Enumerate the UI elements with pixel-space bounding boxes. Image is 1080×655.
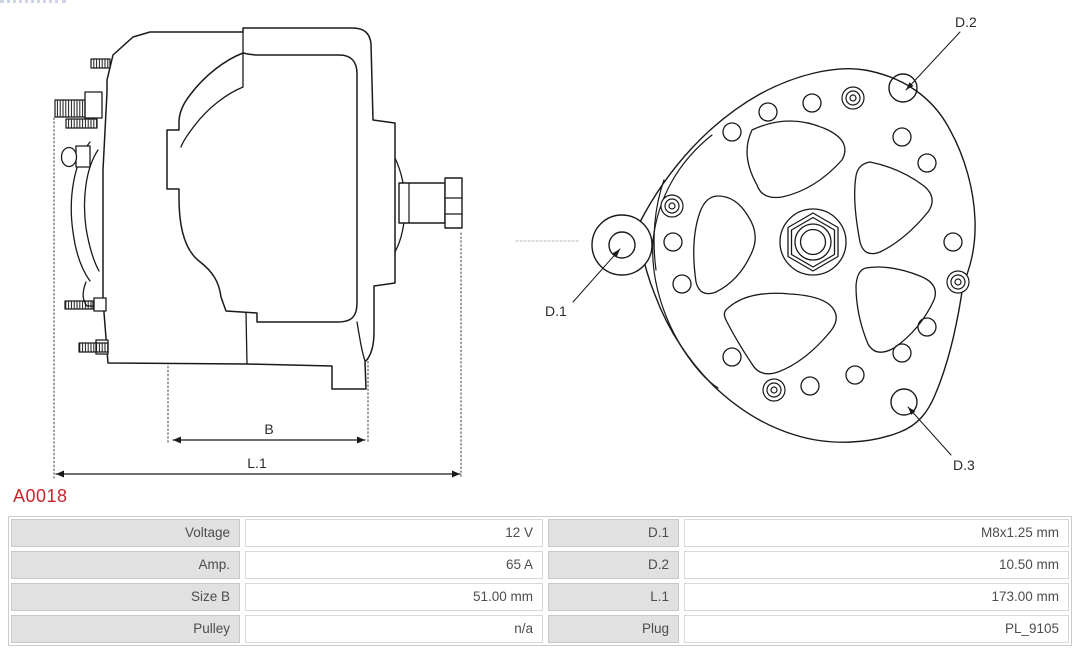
table-row: [11, 551, 1069, 579]
spec-label: L.1: [548, 583, 679, 611]
spec-value: 51.00 mm: [245, 583, 543, 611]
spec-label: Plug: [548, 615, 679, 643]
spec-value: 10.50 mm: [684, 551, 1069, 579]
spec-value: 12 V: [245, 519, 543, 547]
spec-label: Amp.: [11, 551, 240, 579]
table-row: [11, 519, 1069, 547]
spec-label: D.2: [548, 551, 679, 579]
callout-d1-label: D.1: [545, 303, 567, 319]
table-row: [11, 583, 1069, 611]
terminal-knob: [62, 148, 77, 167]
dim-b-label: B: [264, 421, 274, 437]
shaft: [399, 178, 462, 228]
spec-label: D.1: [548, 519, 679, 547]
callout-d3-label: D.3: [953, 457, 975, 473]
spec-value: 173.00 mm: [684, 583, 1069, 611]
spec-value: 65 A: [245, 551, 543, 579]
side-view-drawing: [54, 28, 462, 478]
table-row: [11, 615, 1069, 643]
spec-value: M8x1.25 mm: [684, 519, 1069, 547]
body-outline: [103, 28, 395, 389]
mounting-ear: [592, 215, 652, 275]
dim-l1-label: L.1: [247, 455, 267, 471]
spec-table: [8, 516, 1072, 646]
callout-d2-label: D.2: [955, 14, 977, 30]
housing-outline: [640, 69, 975, 443]
rear-view-drawing: [516, 14, 977, 473]
dimension-b: [173, 421, 365, 444]
spec-label: Pulley: [11, 615, 240, 643]
dimension-l1: [56, 455, 460, 478]
spec-value: n/a: [245, 615, 543, 643]
spec-label: Size B: [11, 583, 240, 611]
product-code: A0018: [13, 486, 68, 506]
hole-d1: [609, 232, 635, 258]
spec-label: Voltage: [11, 519, 240, 547]
spec-value: PL_9105: [684, 615, 1069, 643]
shaft-thread: [445, 178, 462, 228]
